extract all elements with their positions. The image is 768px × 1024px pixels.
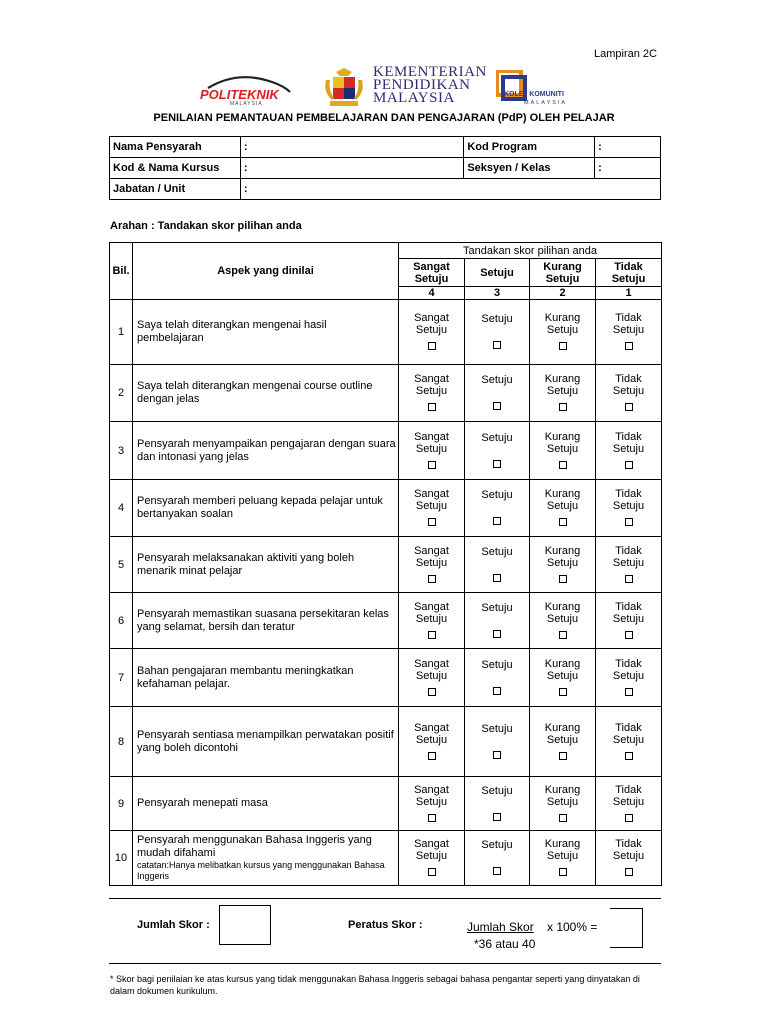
instruction-text: Arahan : Tandakan skor pilihan anda: [110, 220, 302, 232]
choice-tidak-setuju[interactable]: [596, 422, 662, 480]
checkbox-tidak-setuju[interactable]: [625, 752, 633, 760]
choice-sangat-setuju[interactable]: [399, 365, 465, 422]
table-row: [110, 537, 662, 593]
kementerian-logo-text: [373, 66, 491, 105]
row-aspek: [133, 593, 399, 649]
row-number: 9: [110, 777, 133, 831]
choice-kurang-setuju[interactable]: [530, 300, 596, 365]
row-number: 10: [110, 831, 133, 886]
choice-tidak-setuju[interactable]: [596, 537, 662, 593]
choice-label-bottom: Setuju: [415, 795, 448, 808]
checkbox-sangat-setuju[interactable]: [428, 814, 436, 822]
jumlah-skor-label: Jumlah Skor :: [137, 919, 210, 931]
formula-multiplier: x 100% =: [547, 920, 598, 934]
choice-kurang-setuju[interactable]: [530, 649, 596, 707]
choice-label-bottom: Setuju: [546, 850, 579, 862]
choice-label-bottom: Setuju: [546, 669, 579, 682]
checkbox-sangat-setuju[interactable]: [428, 752, 436, 760]
column-header-group: Tandakan skor pilihan anda: [399, 243, 662, 259]
choice-label: Setuju: [481, 722, 513, 735]
choice-setuju[interactable]: [465, 707, 530, 777]
choice-sangat-setuju[interactable]: [399, 831, 465, 886]
row-aspek-text: Bahan pengajaran membantu meningkatkan kefahaman pelajar.: [137, 664, 354, 690]
checkbox-setuju[interactable]: [493, 402, 501, 410]
choice-label-bottom: Setuju: [612, 556, 645, 569]
choice-label-bottom: Setuju: [612, 500, 645, 512]
checkbox-kurang-setuju[interactable]: [559, 688, 567, 696]
choice-kurang-setuju[interactable]: [530, 537, 596, 593]
choice-label-bottom: Setuju: [415, 669, 448, 682]
checkbox-setuju[interactable]: [493, 341, 501, 349]
choice-label-top: Kurang: [544, 430, 581, 443]
choice-label: Setuju: [481, 839, 513, 851]
checkbox-sangat-setuju[interactable]: [428, 631, 436, 639]
kementerian-line-1: KEMENTERIAN: [373, 64, 487, 80]
choice-label: Setuju: [481, 313, 513, 325]
kod-nama-kursus-field[interactable]: :: [240, 158, 463, 179]
info-row: [110, 179, 661, 200]
choice-tidak-setuju[interactable]: [596, 365, 662, 422]
row-number: 2: [110, 365, 133, 422]
peratus-skor-box[interactable]: [610, 908, 643, 948]
checkbox-tidak-setuju[interactable]: [625, 403, 633, 411]
row-catatan-label: catatan:: [137, 860, 170, 870]
politeknik-logo: [198, 72, 310, 106]
footnote-divider: [109, 963, 661, 964]
choice-label-bottom: Setuju: [612, 850, 645, 862]
choice-sangat-setuju[interactable]: [399, 707, 465, 777]
choice-setuju[interactable]: [465, 649, 530, 707]
row-aspek: [133, 422, 399, 480]
choice-label-top: Sangat: [414, 783, 449, 796]
row-aspek-text: Pensyarah menggunakan Bahasa Inggeris yang mudah difahami: [137, 834, 372, 859]
info-table: [109, 136, 661, 200]
row-number: 6: [110, 593, 133, 649]
nama-pensyarah-label: Nama Pensyarah: [110, 137, 241, 158]
choice-kurang-setuju[interactable]: [530, 593, 596, 649]
choice-setuju[interactable]: [465, 831, 530, 886]
choice-tidak-setuju[interactable]: [596, 300, 662, 365]
header-row-group: [110, 243, 662, 259]
formula-numerator: Jumlah Skor: [467, 920, 534, 934]
jabatan-unit-field[interactable]: :: [240, 179, 660, 200]
row-number: 8: [110, 707, 133, 777]
choice-kurang-setuju[interactable]: [530, 480, 596, 537]
kod-program-field[interactable]: :: [595, 137, 661, 158]
choice-label-bottom: Setuju: [415, 556, 448, 569]
row-number: 4: [110, 480, 133, 537]
choice-label-top: Tidak: [615, 721, 642, 734]
table-row: [110, 649, 662, 707]
checkbox-setuju[interactable]: [493, 630, 501, 638]
kolej-komuniti-subtext: MALAYSIA: [524, 100, 568, 106]
choice-sangat-setuju[interactable]: [399, 649, 465, 707]
info-row: [110, 158, 661, 179]
choice-label-top: Sangat: [414, 600, 449, 613]
checkbox-tidak-setuju[interactable]: [625, 688, 633, 696]
checkbox-setuju[interactable]: [493, 813, 501, 821]
kolej-komuniti-logo: [496, 70, 586, 110]
nama-pensyarah-field[interactable]: :: [240, 137, 463, 158]
table-row: [110, 422, 662, 480]
choice-label: Setuju: [481, 431, 513, 444]
choice-label-top: Kurang: [544, 544, 581, 557]
kementerian-line-3: MALAYSIA: [373, 90, 455, 106]
choice-label-top: Tidak: [615, 657, 642, 670]
checkbox-setuju[interactable]: [493, 687, 501, 695]
choice-label-bottom: Setuju: [415, 612, 448, 625]
seksyen-kelas-label: Seksyen / Kelas: [464, 158, 595, 179]
choice-label-top: Sangat: [414, 721, 449, 734]
choice-label-bottom: Setuju: [415, 385, 448, 397]
checkbox-kurang-setuju[interactable]: [559, 461, 567, 469]
lampiran-label: Lampiran 2C: [594, 48, 657, 60]
checkbox-kurang-setuju[interactable]: [559, 575, 567, 583]
table-row: [110, 777, 662, 831]
choice-tidak-setuju[interactable]: [596, 707, 662, 777]
scale-score-3: 3: [465, 287, 530, 300]
evaluation-table: [109, 242, 662, 886]
scale-header-sangat-setuju: Sangat Setuju: [399, 259, 465, 287]
choice-label-top: Tidak: [615, 312, 642, 324]
choice-label-top: Kurang: [544, 783, 581, 796]
choice-label-bottom: Setuju: [612, 733, 645, 746]
checkbox-kurang-setuju[interactable]: [559, 403, 567, 411]
checkbox-tidak-setuju[interactable]: [625, 868, 633, 876]
evaluation-rows: [110, 300, 662, 886]
seksyen-kelas-field[interactable]: :: [595, 158, 661, 179]
choice-sangat-setuju[interactable]: [399, 480, 465, 537]
choice-label-top: Kurang: [544, 657, 581, 670]
choice-sangat-setuju[interactable]: [399, 593, 465, 649]
choice-label-bottom: Setuju: [612, 385, 645, 397]
row-aspek: [133, 649, 399, 707]
checkbox-kurang-setuju[interactable]: [559, 752, 567, 760]
table-row: [110, 480, 662, 537]
row-number: 7: [110, 649, 133, 707]
choice-label-bottom: Setuju: [612, 442, 645, 455]
choice-label-top: Kurang: [544, 373, 581, 385]
choice-setuju[interactable]: [465, 480, 530, 537]
kod-nama-kursus-label: Kod & Nama Kursus: [110, 158, 241, 179]
choice-label-top: Sangat: [414, 430, 449, 443]
choice-tidak-setuju[interactable]: [596, 649, 662, 707]
choice-label: Setuju: [481, 489, 513, 501]
footer-divider: [109, 898, 661, 899]
choice-tidak-setuju[interactable]: [596, 593, 662, 649]
scale-score-2: 2: [530, 287, 596, 300]
choice-label-top: Sangat: [414, 488, 449, 500]
footnote-text: * Skor bagi penilaian ke atas kursus yang tidak menggunakan Bahasa Inggeris sebagai bahasa pengantar seperti yang dinyatakan di dalam dokumen kurikulum.: [110, 974, 640, 996]
table-row: [110, 365, 662, 422]
choice-sangat-setuju[interactable]: [399, 300, 465, 365]
choice-label-top: Kurang: [544, 312, 581, 324]
choice-kurang-setuju[interactable]: [530, 831, 596, 886]
row-aspek-text: Saya telah diterangkan mengenai course outline dengan jelas: [137, 380, 373, 405]
jumlah-skor-box[interactable]: [219, 905, 271, 945]
column-header-bil: Bil.: [110, 243, 133, 300]
choice-kurang-setuju[interactable]: [530, 777, 596, 831]
scale-header-kurang-setuju: Kurang Setuju: [530, 259, 596, 287]
choice-tidak-setuju[interactable]: [596, 480, 662, 537]
choice-label-top: Tidak: [615, 838, 642, 850]
choice-label-bottom: Setuju: [415, 850, 448, 862]
row-catatan-text: Hanya melibatkan kursus yang menggunakan Bahasa Inggeris: [137, 860, 385, 881]
jabatan-unit-label: [110, 179, 241, 200]
politeknik-logo-text: POLITEKNIK: [200, 87, 279, 102]
table-row: [110, 593, 662, 649]
checkbox-setuju[interactable]: [493, 867, 501, 875]
row-aspek: [133, 365, 399, 422]
row-aspek: [133, 300, 399, 365]
row-catatan: [137, 860, 396, 882]
choice-label-bottom: Setuju: [415, 500, 448, 512]
malaysia-crest-logo: [320, 68, 368, 108]
row-aspek: [133, 480, 399, 537]
choice-label-bottom: Setuju: [546, 733, 579, 746]
scale-header-tidak-setuju: Tidak Setuju: [596, 259, 662, 287]
table-row: [110, 831, 662, 886]
choice-label-top: Sangat: [414, 838, 449, 850]
checkbox-tidak-setuju[interactable]: [625, 575, 633, 583]
choice-label-top: Tidak: [615, 544, 642, 557]
checkbox-sangat-setuju[interactable]: [428, 342, 436, 350]
checkbox-tidak-setuju[interactable]: [625, 814, 633, 822]
checkbox-setuju[interactable]: [493, 751, 501, 759]
scale-header-setuju: Setuju: [465, 259, 530, 287]
choice-label-top: Tidak: [615, 373, 642, 385]
checkbox-sangat-setuju[interactable]: [428, 688, 436, 696]
choice-label-bottom: Setuju: [546, 442, 579, 455]
info-row: [110, 137, 661, 158]
choice-label: Setuju: [481, 601, 513, 614]
kolej-komuniti-text: KOLEJ KOMUNITI: [504, 91, 564, 98]
row-aspek: [133, 831, 399, 886]
row-number: 1: [110, 300, 133, 365]
choice-label-top: Tidak: [615, 430, 642, 443]
choice-label-top: Kurang: [544, 488, 581, 500]
choice-label-top: Tidak: [615, 783, 642, 796]
checkbox-sangat-setuju[interactable]: [428, 575, 436, 583]
checkbox-setuju[interactable]: [493, 460, 501, 468]
choice-setuju[interactable]: [465, 777, 530, 831]
table-row: [110, 707, 662, 777]
checkbox-kurang-setuju[interactable]: [559, 518, 567, 526]
politeknik-logo-subtext: MALAYSIA: [230, 101, 263, 106]
choice-label: Setuju: [481, 545, 513, 558]
choice-setuju[interactable]: [465, 300, 530, 365]
choice-label-bottom: Setuju: [612, 795, 645, 808]
checkbox-tidak-setuju[interactable]: [625, 461, 633, 469]
checkbox-kurang-setuju[interactable]: [559, 631, 567, 639]
scale-score-1: 1: [596, 287, 662, 300]
row-number: 3: [110, 422, 133, 480]
row-aspek-text: Pensyarah memastikan suasana persekitaran kelas yang selamat, bersih dan teratur: [137, 607, 389, 633]
choice-sangat-setuju[interactable]: [399, 537, 465, 593]
checkbox-sangat-setuju[interactable]: [428, 518, 436, 526]
choice-label-top: Sangat: [414, 544, 449, 557]
row-aspek-text: Pensyarah sentiasa menampilkan perwatakan positif yang boleh dicontohi: [137, 728, 394, 754]
document-title: PENILAIAN PEMANTAUAN PEMBELAJARAN DAN PENGAJARAN (PdP) OLEH PELAJAR: [153, 112, 615, 124]
choice-label-top: Sangat: [414, 373, 449, 385]
checkbox-tidak-setuju[interactable]: [625, 342, 633, 350]
choice-label-top: Kurang: [544, 838, 581, 850]
row-aspek-text: Pensyarah melaksanakan aktiviti yang boleh menarik minat pelajar: [137, 551, 355, 577]
choice-label-bottom: Setuju: [546, 385, 579, 397]
formula-denominator: *36 atau 40: [474, 937, 536, 951]
choice-label-bottom: Setuju: [415, 733, 448, 746]
choice-label-bottom: Setuju: [612, 612, 645, 625]
choice-label-bottom: Setuju: [546, 795, 579, 808]
choice-label-bottom: Setuju: [612, 669, 645, 682]
choice-kurang-setuju[interactable]: [530, 422, 596, 480]
choice-tidak-setuju[interactable]: [596, 831, 662, 886]
row-aspek-text: Pensyarah menyampaikan pengajaran dengan suara dan intonasi yang jelas: [137, 437, 396, 463]
choice-label-top: Kurang: [544, 721, 581, 734]
choice-setuju[interactable]: [465, 537, 530, 593]
choice-label-bottom: Setuju: [415, 324, 448, 336]
choice-sangat-setuju[interactable]: [399, 777, 465, 831]
checkbox-setuju[interactable]: [493, 517, 501, 525]
choice-setuju[interactable]: [465, 422, 530, 480]
column-header-aspek: Aspek yang dinilai: [133, 243, 399, 300]
checkbox-sangat-setuju[interactable]: [428, 403, 436, 411]
checkbox-tidak-setuju[interactable]: [625, 518, 633, 526]
scale-score-4: 4: [399, 287, 465, 300]
choice-label-top: Tidak: [615, 600, 642, 613]
checkbox-kurang-setuju[interactable]: [559, 868, 567, 876]
kementerian-line-2: PENDIDIKAN: [373, 77, 471, 93]
checkbox-kurang-setuju[interactable]: [559, 342, 567, 350]
checkbox-tidak-setuju[interactable]: [625, 631, 633, 639]
row-aspek: [133, 777, 399, 831]
row-aspek-text: Pensyarah memberi peluang kepada pelajar untuk bertanyakan soalan: [137, 495, 383, 520]
choice-setuju[interactable]: [465, 365, 530, 422]
choice-label-bottom: Setuju: [546, 612, 579, 625]
row-aspek-text: Pensyarah menepati masa: [137, 797, 268, 809]
checkbox-sangat-setuju[interactable]: [428, 461, 436, 469]
choice-kurang-setuju[interactable]: [530, 365, 596, 422]
jabatan-unit-text: Jabatan / Unit: [113, 183, 186, 195]
checkbox-setuju[interactable]: [493, 574, 501, 582]
kod-program-label: Kod Program: [464, 137, 595, 158]
choice-setuju[interactable]: [465, 593, 530, 649]
checkbox-sangat-setuju[interactable]: [428, 868, 436, 876]
choice-label-bottom: Setuju: [546, 500, 579, 512]
choice-label: Setuju: [481, 658, 513, 671]
row-aspek: [133, 707, 399, 777]
choice-label: Setuju: [481, 374, 513, 386]
choice-label-bottom: Setuju: [612, 324, 645, 336]
choice-tidak-setuju[interactable]: [596, 777, 662, 831]
choice-sangat-setuju[interactable]: [399, 422, 465, 480]
choice-kurang-setuju[interactable]: [530, 707, 596, 777]
choice-label-top: Sangat: [414, 312, 449, 324]
row-aspek-text: Saya telah diterangkan mengenai hasil pembelajaran: [137, 319, 327, 344]
choice-label: Setuju: [481, 784, 513, 797]
checkbox-kurang-setuju[interactable]: [559, 814, 567, 822]
choice-label-bottom: Setuju: [546, 556, 579, 569]
choice-label-bottom: Setuju: [415, 442, 448, 455]
peratus-skor-label: Peratus Skor :: [348, 919, 423, 931]
row-aspek: [133, 537, 399, 593]
choice-label-top: Sangat: [414, 657, 449, 670]
choice-label-top: Tidak: [615, 488, 642, 500]
table-row: [110, 300, 662, 365]
choice-label-top: Kurang: [544, 600, 581, 613]
choice-label-bottom: Setuju: [546, 324, 579, 336]
row-number: 5: [110, 537, 133, 593]
